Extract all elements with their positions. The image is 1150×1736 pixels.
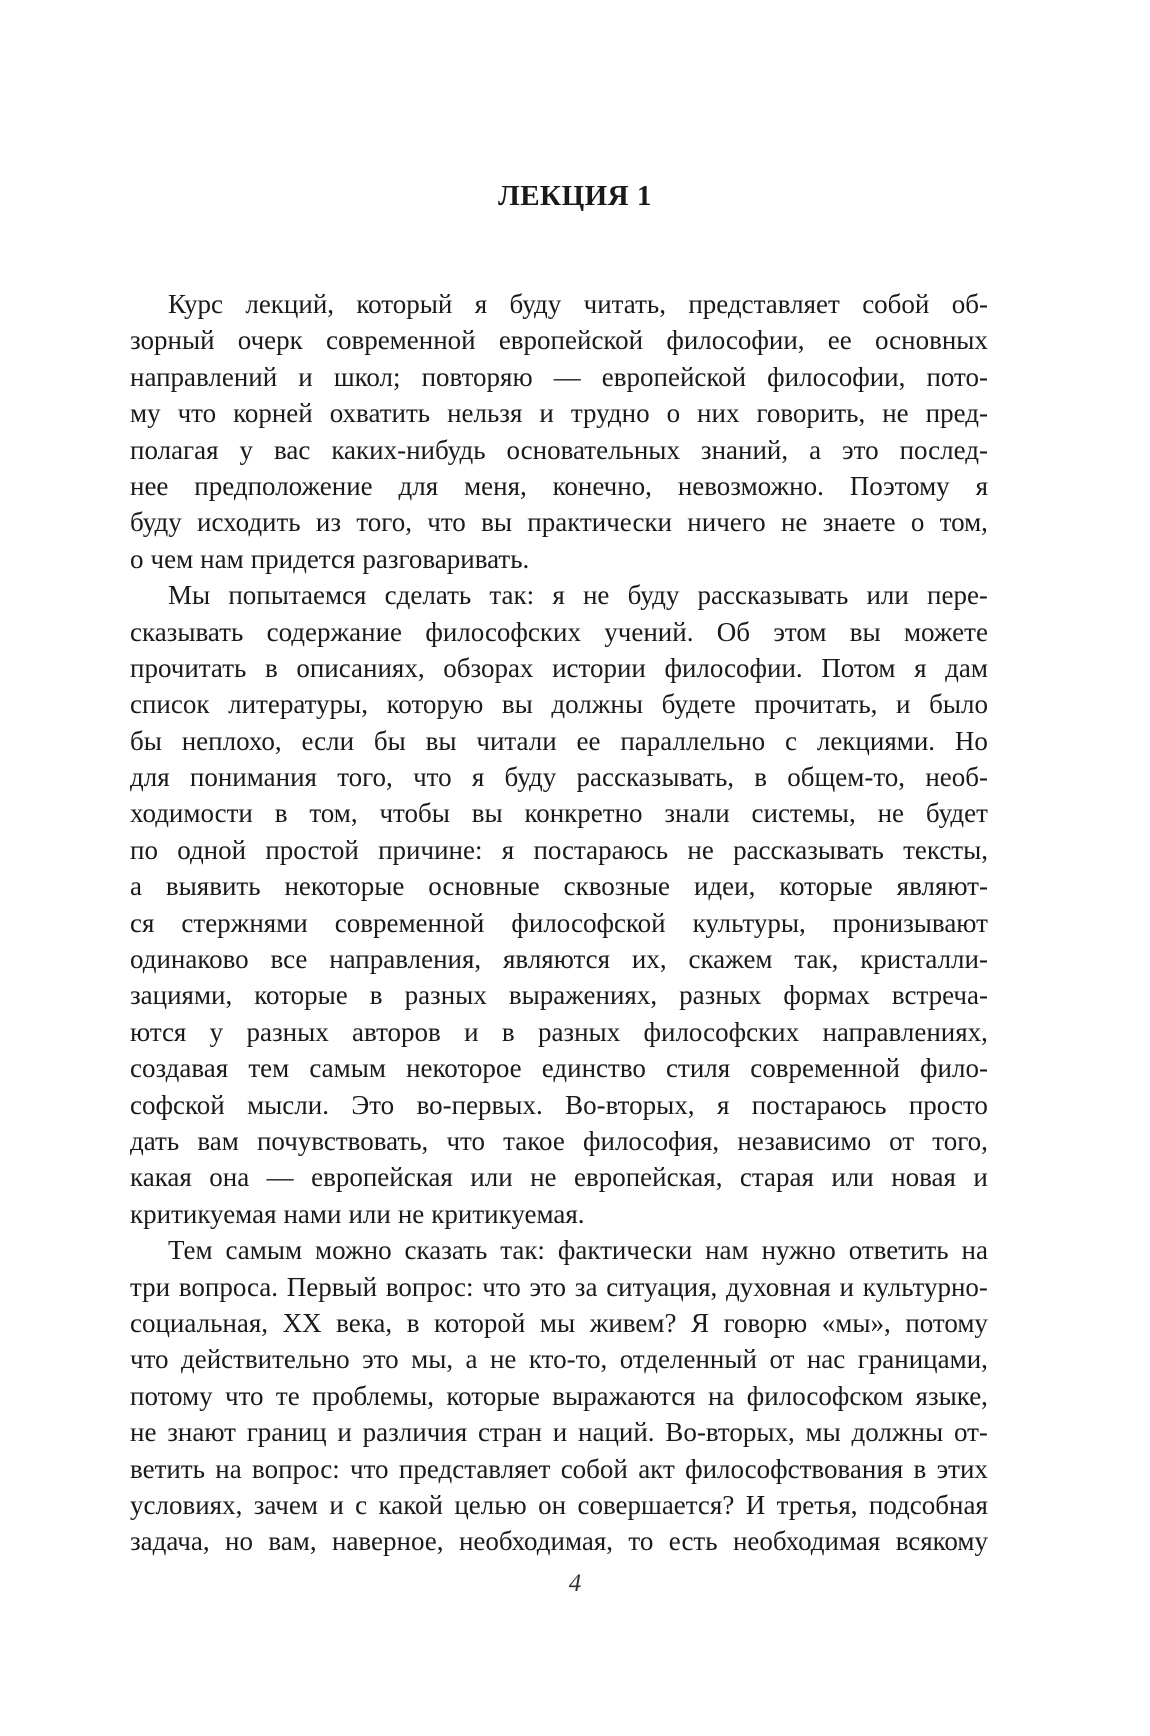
text-line: направлений и школ; повторяю — европейской философии, пото- <box>130 361 988 392</box>
text-line: а выявить некоторые основные сквозные идеи, которые являют- <box>130 871 988 902</box>
text-line: сказывать содержание философских учений. Об этом вы можете <box>130 616 988 647</box>
text-line: Тем самым можно сказать так: фактически нам нужно ответить на <box>168 1235 988 1266</box>
text-line: критикуемая нами или не критикуемая. <box>130 1198 585 1229</box>
text-line: что действительно это мы, а не кто-то, отделенный от нас границами, <box>130 1344 988 1375</box>
text-line: потому что те проблемы, которые выражаются на философском языке, <box>130 1380 988 1411</box>
text-line: три вопроса. Первый вопрос: что это за ситуация, духовная и культурно- <box>130 1271 988 1302</box>
text-line: Мы попытаемся сделать так: я не буду рассказывать или пере- <box>168 580 988 611</box>
text-line: ходимости в том, чтобы вы конкретно знали системы, не будет <box>130 798 988 829</box>
text-line: одинаково все направления, являются их, скажем так, кристалли- <box>130 944 988 975</box>
text-line: дать вам почувствовать, что такое философия, независимо от того, <box>130 1125 988 1156</box>
text-line: ются у разных авторов и в разных философских направлениях, <box>130 1016 988 1047</box>
text-line: о чем нам придется разговаривать. <box>130 543 530 574</box>
text-line: задача, но вам, наверное, необходимая, то есть необходимая всякому <box>130 1526 988 1557</box>
text-line: Курс лекций, который я буду читать, представляет собой об- <box>168 289 988 319</box>
lecture-title: ЛЕКЦИЯ 1 <box>498 180 652 212</box>
text-line: зациями, которые в разных выражениях, разных формах встреча- <box>130 980 988 1011</box>
text-line: не знают границ и различия стран и наций. Во-вторых, мы должны от- <box>130 1417 988 1448</box>
text-line: для понимания того, что я буду рассказывать, в общем-то, необ- <box>130 762 988 793</box>
lecture-body <box>130 286 988 1560</box>
text-line: список литературы, которую вы должны будете прочитать, и было <box>130 689 988 720</box>
text-line: создавая тем самым некоторое единство стиля современной фило- <box>130 1053 988 1084</box>
text-line: софской мысли. Это во-первых. Во-вторых, я постараюсь просто <box>130 1089 988 1120</box>
text-line: прочитать в описаниях, обзорах истории философии. Потом я дам <box>130 652 988 683</box>
text-line: социальная, XX века, в которой мы живем? Я говорю «мы», потому <box>130 1307 988 1338</box>
text-line: бы неплохо, если бы вы читали ее параллельно с лекциями. Но <box>130 725 988 756</box>
text-line: ся стержнями современной философской культуры, пронизывают <box>130 907 988 938</box>
page-number: 4 <box>568 1570 582 1597</box>
text-line: буду исходить из того, что вы практически ничего не знаете о том, <box>130 507 988 538</box>
text-line: по одной простой причине: я постараюсь не рассказывать тексты, <box>130 834 988 865</box>
text-line: нее предположение для меня, конечно, невозможно. Поэтому я <box>130 470 988 501</box>
text-line: какая она — европейская или не европейская, старая или новая и <box>130 1162 988 1193</box>
text-line: ветить на вопрос: что представляет собой акт философствования в этих <box>130 1453 988 1484</box>
text-line: полагая у вас каких-нибудь основательных знаний, а это послед- <box>130 434 988 465</box>
text-line: му что корней охватить нельзя и трудно о них говорить, не пред- <box>130 398 988 429</box>
text-line: условиях, зачем и с какой целью он совершается? И третья, подсобная <box>130 1489 988 1520</box>
text-line: зорный очерк современной европейской философии, ее основных <box>130 325 988 356</box>
